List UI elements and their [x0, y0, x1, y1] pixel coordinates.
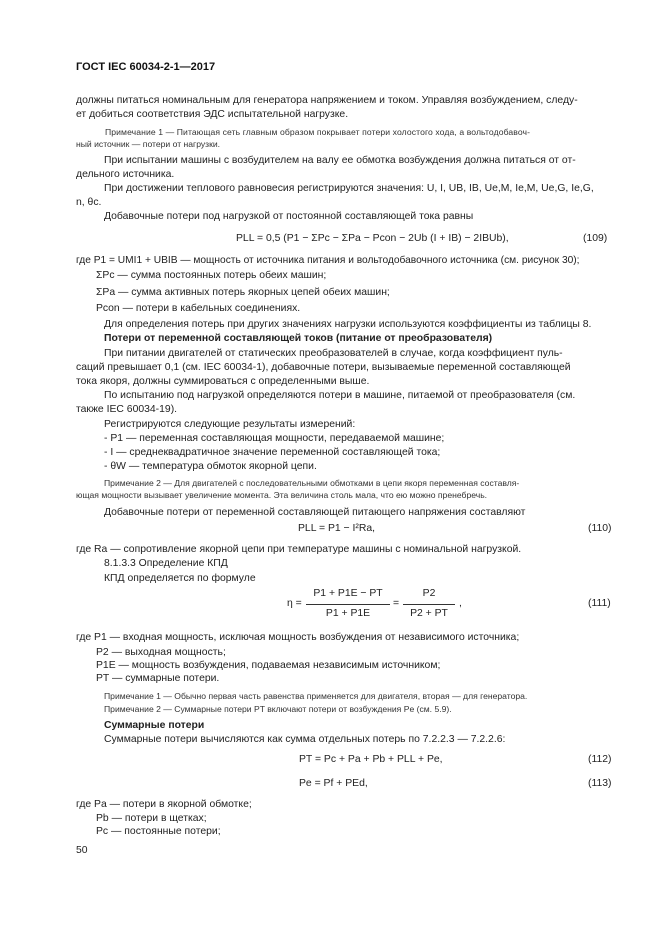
text-line: также IEC 60034-19). [76, 404, 178, 415]
definition-line: ΣPc — сумма постоянных потерь обеих машин; [96, 270, 327, 281]
text-line: Суммарные потери вычисляются как сумма отдельных потерь по 7.2.2.3 — 7.2.2.6: [104, 734, 506, 745]
definition-line: P1E — мощность возбуждения, подаваемая независимым источником; [96, 660, 441, 671]
text-line: дельного источника. [76, 169, 175, 180]
equation-number: (113) [588, 778, 612, 789]
definition-line: Pc — постоянные потери; [96, 826, 221, 837]
text-line: где P1 = UMI1 + UBIB — мощность от источника питания и вольтодобавочного источника (см. рисунок 30); [76, 255, 580, 266]
text-line: При питании двигателей от статических преобразователей в случае, когда коэффициент пуль- [104, 348, 563, 359]
text-line: При достижении теплового равновесия регистрируются значения: U, I, UB, IB, Ue,M, Ie,M, Ue,G, Ie,G, [104, 183, 594, 194]
fraction-denominator: P1 + P1E [325, 608, 371, 619]
text-line: Добавочные потери под нагрузкой от постоянной составляющей тока равны [104, 211, 474, 222]
note-line: ный источник — потери от нагрузки. [76, 139, 221, 149]
note-line: Примечание 1 — Питающая сеть главным образом покрывает потери холостого хода, а вольтодобавоч- [105, 127, 531, 137]
text-line: должны питаться номинальным для генератора напряжением и током. Управляя возбуждением, следу- [76, 95, 578, 106]
text-line: Добавочные потери от переменной составляющей питающего напряжения составляют [104, 507, 526, 518]
list-item: - P1 — переменная составляющая мощности, передаваемой машине; [104, 433, 445, 444]
definition-line: ΣPa — сумма активных потерь якорных цепей обеих машин; [96, 287, 390, 298]
text-line: где P1 — входная мощность, исключая мощность возбуждения от независимого источника; [76, 632, 520, 643]
note-line: Примечание 2 — Для двигателей с последовательными обмотками в цепи якоря переменная составля- [104, 478, 520, 488]
text-line: ет добиться соответствия ЭДС испытательной нагрузке. [76, 109, 349, 120]
text-line: По испытанию под нагрузкой определяются потери в машине, питаемой от преобразователя (см. [104, 390, 576, 401]
text-line: n, θc. [76, 197, 102, 208]
definition-line: Pb — потери в щетках; [96, 813, 207, 824]
fraction-numerator: P1 + P1E − PT [313, 588, 383, 599]
text-line: При испытании машины с возбудителем на валу ее обмотка возбуждения должна питаться от от- [104, 155, 576, 166]
text-line: где Ra — сопротивление якорной цепи при температуре машины с номинальной нагрузкой. [76, 544, 522, 555]
page-number: 50 [76, 845, 88, 856]
note-line: Примечание 2 — Суммарные потери PT включают потери от возбуждения Pe (см. 5.9). [104, 704, 452, 714]
eta-symbol: η = [287, 598, 302, 609]
equation-number: (109) [583, 233, 608, 244]
fraction-bar [403, 604, 455, 605]
text-line: где Pa — потери в якорной обмотке; [76, 799, 252, 810]
equation-113: Pe = Pf + PEd, [299, 778, 368, 789]
equals-sign: = [393, 598, 400, 609]
note-line: Примечание 1 — Обычно первая часть равенства применяется для двигателя, вторая — для генератора. [104, 691, 528, 701]
equation-number: (111) [588, 598, 611, 609]
list-item: - θW — температура обмоток якорной цепи. [104, 461, 317, 472]
section-heading: Потери от переменной составляющей токов (питание от преобразователя) [104, 333, 493, 344]
section-heading: Суммарные потери [104, 720, 205, 731]
equation-112: PT = Pc + Pa + Pb + PLL + Pe, [299, 754, 443, 765]
equation-number: (112) [588, 754, 612, 765]
equation-number: (110) [588, 523, 612, 534]
text-line: Для определения потерь при других значениях нагрузки используются коэффициенты из таблицы 8. [104, 319, 592, 330]
fraction-numerator: P2 [422, 588, 436, 599]
comma: , [459, 598, 462, 609]
fraction-denominator: P2 + PT [410, 608, 448, 619]
definition-line: Pcon — потери в кабельных соединениях. [96, 303, 301, 314]
subsection-heading: 8.1.3.3 Определение КПД [104, 558, 228, 569]
text-line: тока якоря, должны суммироваться с определенными выше. [76, 376, 370, 387]
text-line: саций превышает 0,1 (см. IEC 60034-1), добавочные потери, вызываемые переменной составляющей [76, 362, 571, 373]
document-header: ГОСТ IEC 60034-2-1—2017 [76, 61, 216, 73]
text-line: КПД определяется по формуле [104, 573, 256, 584]
equation-109: PLL = 0,5 (P1 − ΣPc − ΣPa − Pcon − 2Ub (I + IB) − 2IBUb), [236, 233, 509, 244]
definition-line: PT — суммарные потери. [96, 673, 220, 684]
fraction-bar [306, 604, 390, 605]
note-line: ющая мощности вызывает увеличение момента. Эта величина столь мала, что ею можно пренебречь. [76, 490, 488, 500]
definition-line: P2 — выходная мощность; [96, 647, 226, 658]
text-line: Регистрируются следующие результаты измерений: [104, 419, 356, 430]
list-item: - I — среднеквадратичное значение переменной составляющей тока; [104, 447, 441, 458]
equation-110: PLL = P1 − I²Ra, [298, 523, 376, 534]
